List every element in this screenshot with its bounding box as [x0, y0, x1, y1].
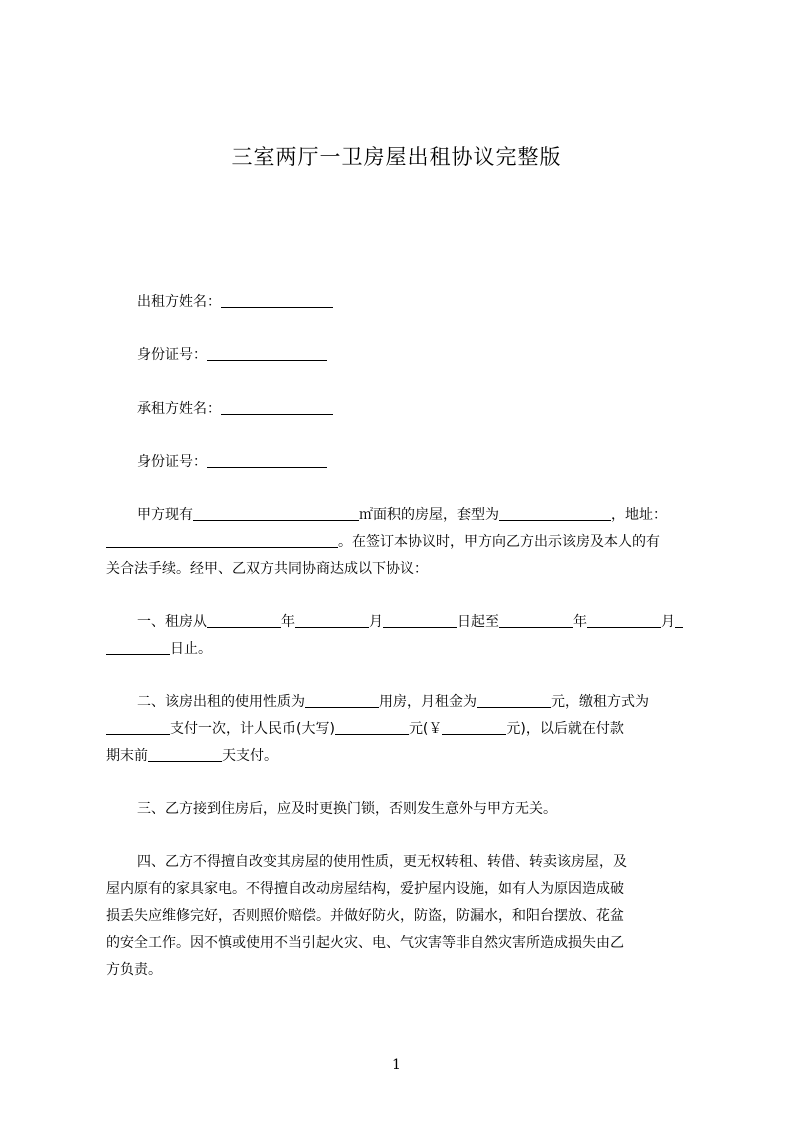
clause-text: 一、租房从 — [137, 614, 207, 630]
clause-text: 年 — [281, 614, 295, 630]
lessor-name-label: 出租方姓名： — [137, 294, 221, 310]
clause-text: 月 — [661, 614, 675, 630]
lessor-id-row — [137, 345, 327, 365]
start-year-field[interactable] — [207, 613, 281, 628]
clause-4-line-3: 损丢失应维修完好，否则照价赔偿。并做好防火，防盗，防漏水，和阳台摆放、花盆 — [106, 908, 624, 924]
end-month-field[interactable] — [587, 613, 661, 628]
clause-3: 三、乙方接到住房后，应及时更换门锁，否则发生意外与甲方无关。 — [137, 801, 557, 817]
clause-2-line-2 — [106, 719, 624, 739]
page-number: 1 — [392, 1057, 401, 1073]
clause-4-line-4: 的安全工作。因不慎或使用不当引起火灾、电、气灾害等非自然灾害所造成损失由乙 — [106, 935, 624, 951]
start-month-field[interactable] — [295, 613, 369, 628]
end-day-field[interactable] — [106, 640, 170, 655]
clause-4-line-1: 四、乙方不得擅自改变其房屋的使用性质，更无权转租、转借、转卖该房屋，及 — [137, 854, 627, 870]
usage-field[interactable] — [305, 693, 379, 708]
lessee-id-field[interactable] — [207, 453, 327, 468]
clause-text: 年 — [573, 614, 587, 630]
monthly-rent-field[interactable] — [477, 693, 551, 708]
intro-text: 甲方现有 — [137, 507, 193, 523]
clause-4-line-2: 屋内原有的家具家电。不得擅自改动房屋结构，爱护屋内设施，如有人为原因造成破 — [106, 881, 624, 897]
payment-days-field[interactable] — [148, 747, 222, 762]
clause-text: 二、该房出租的使用性质为 — [137, 694, 305, 710]
clause-text: 元，缴租方式为 — [551, 694, 649, 710]
clause-text: 用房，月租金为 — [379, 694, 477, 710]
clause-2-line-3 — [106, 746, 278, 766]
end-year-field[interactable] — [499, 613, 573, 628]
intro-line-2 — [106, 532, 660, 552]
clause-text: 元(￥ — [408, 721, 443, 737]
lessor-name-field[interactable] — [221, 293, 333, 308]
lessee-id-row — [137, 452, 327, 472]
clause-1-line-1 — [137, 612, 683, 632]
end-day-field-start[interactable] — [675, 613, 683, 628]
lessee-id-label: 身份证号： — [137, 454, 207, 470]
clause-text: 日止。 — [170, 641, 212, 657]
intro-text: 。在签订本协议时，甲方向乙方出示该房及本人的有 — [338, 534, 660, 550]
lessee-name-label: 承租方姓名： — [137, 401, 221, 417]
lessor-id-field[interactable] — [207, 346, 327, 361]
clause-1-line-2 — [106, 639, 212, 659]
payment-cycle-field[interactable] — [106, 720, 170, 735]
clause-text: 日起至 — [457, 614, 499, 630]
clause-text: 支付一次，计人民币(大写) — [170, 721, 335, 737]
intro-text: ㎡面积的房屋，套型为 — [359, 507, 499, 523]
amount-number-field[interactable] — [442, 720, 506, 735]
clause-text: 元)，以后就在付款 — [506, 721, 624, 737]
area-field[interactable] — [193, 506, 359, 521]
clause-text: 月 — [369, 614, 383, 630]
clause-4-line-5: 方负责。 — [106, 962, 162, 978]
lessee-name-row — [137, 399, 333, 419]
start-day-field[interactable] — [383, 613, 457, 628]
lessee-name-field[interactable] — [221, 400, 333, 415]
intro-line-1 — [137, 505, 667, 525]
document-title: 三室两厅一卫房屋出租协议完整版 — [231, 145, 562, 169]
amount-words-field[interactable] — [335, 720, 409, 735]
intro-text: ，地址： — [611, 507, 667, 523]
address-field[interactable] — [106, 533, 338, 548]
intro-line-3: 关合法手续。经甲、乙双方共同协商达成以下协议： — [106, 561, 428, 577]
lessor-name-row — [137, 292, 333, 312]
layout-field[interactable] — [499, 506, 611, 521]
lessor-id-label: 身份证号： — [137, 347, 207, 363]
clause-text: 天支付。 — [222, 748, 278, 764]
clause-text: 期末前 — [106, 748, 148, 764]
clause-2-line-1 — [137, 692, 649, 712]
